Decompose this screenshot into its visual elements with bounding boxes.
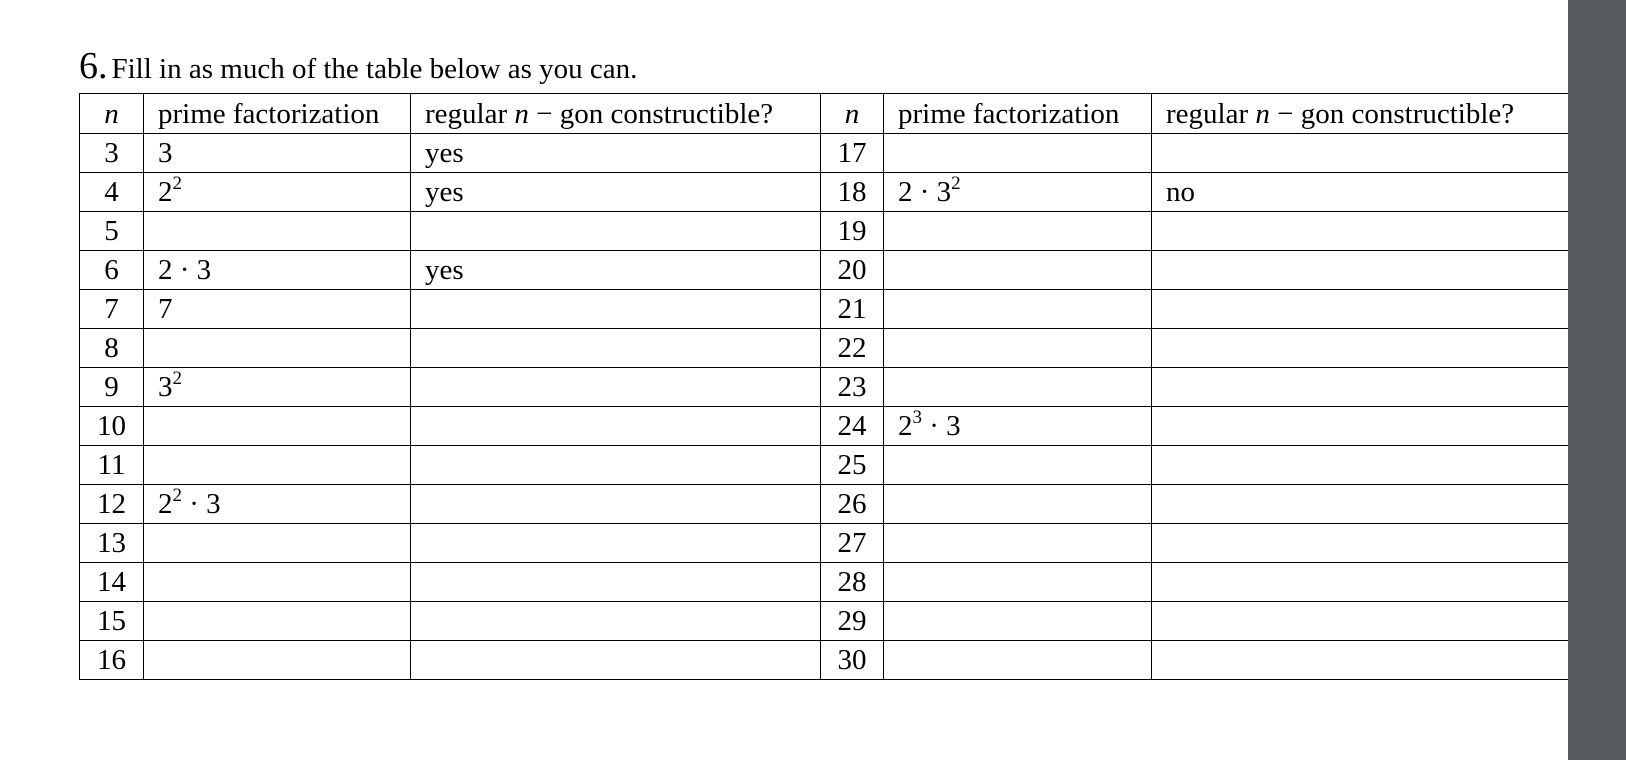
n-cell-right: 21 <box>821 290 884 329</box>
n-cell-left: 6 <box>80 251 144 290</box>
prime-factorization-cell-left <box>144 251 411 290</box>
constructible-cell-right <box>1152 251 1569 290</box>
constructible-cell-left <box>411 368 821 407</box>
pf-tail: · 3 <box>182 488 221 520</box>
table-row <box>80 602 1569 641</box>
pf-exponent: 2 <box>951 173 961 194</box>
prime-factorization-cell-left <box>144 329 411 368</box>
constructible-cell-left <box>411 329 821 368</box>
question-text: Fill in as much of the table below as you can. <box>111 53 638 85</box>
constructible-cell-left <box>411 602 821 641</box>
constructible-cell-left <box>411 641 821 680</box>
constructible-cell-right <box>1152 368 1569 407</box>
header-constructible-right: regular n − gon constructible? <box>1152 94 1569 134</box>
n-cell-right: 27 <box>821 524 884 563</box>
header-prime-factorization-left: prime factorization <box>144 94 411 134</box>
n-cell-left: 9 <box>80 368 144 407</box>
pf-exponent: 2 <box>172 368 182 389</box>
n-cell-right: 25 <box>821 446 884 485</box>
prime-factorization-cell-left <box>144 563 411 602</box>
constructible-cell-left: yes <box>411 173 821 212</box>
n-cell-right: 24 <box>821 407 884 446</box>
question-heading <box>79 44 637 88</box>
pf-exponent: 3 <box>912 407 922 428</box>
pf-base: 2 · 3 <box>158 254 212 286</box>
n-cell-right: 22 <box>821 329 884 368</box>
table-row <box>80 173 1569 212</box>
constructible-cell-right <box>1152 329 1569 368</box>
table-row <box>80 563 1569 602</box>
n-cell-left: 11 <box>80 446 144 485</box>
pf-base: 3 <box>158 137 173 169</box>
n-cell-right: 23 <box>821 368 884 407</box>
constructibility-table <box>79 93 1568 680</box>
viewer-scrollbar[interactable] <box>1568 0 1626 760</box>
prime-factorization-cell-right <box>884 524 1152 563</box>
table-row <box>80 212 1569 251</box>
prime-factorization-cell-right <box>884 290 1152 329</box>
header-n-left: n <box>80 94 144 134</box>
constructible-cell-left <box>411 212 821 251</box>
header-prime-factorization-right: prime factorization <box>884 94 1152 134</box>
n-cell-right: 28 <box>821 563 884 602</box>
pf-exponent: 2 <box>172 173 182 194</box>
n-cell-right: 18 <box>821 173 884 212</box>
pf-base: 3 <box>158 371 173 403</box>
constructible-cell-right <box>1152 134 1569 173</box>
n-cell-right: 30 <box>821 641 884 680</box>
table-row <box>80 134 1569 173</box>
n-cell-left: 16 <box>80 641 144 680</box>
pf-exponent: 2 <box>172 485 182 506</box>
table-row <box>80 407 1569 446</box>
table-row <box>80 485 1569 524</box>
prime-factorization-cell-left <box>144 134 411 173</box>
n-cell-left: 5 <box>80 212 144 251</box>
table-row <box>80 290 1569 329</box>
prime-factorization-cell-right <box>884 368 1152 407</box>
constructible-cell-left <box>411 446 821 485</box>
prime-factorization-cell-right <box>884 602 1152 641</box>
prime-factorization-cell-right <box>884 329 1152 368</box>
table-row <box>80 368 1569 407</box>
prime-factorization-cell-left <box>144 485 411 524</box>
n-cell-left: 15 <box>80 602 144 641</box>
table-row <box>80 446 1569 485</box>
constructible-cell-right <box>1152 290 1569 329</box>
prime-factorization-cell-right <box>884 446 1152 485</box>
constructible-cell-left: yes <box>411 251 821 290</box>
table-row <box>80 329 1569 368</box>
pf-base: 2 · 3 <box>898 176 952 208</box>
prime-factorization-cell-left <box>144 290 411 329</box>
prime-factorization-cell-right <box>884 212 1152 251</box>
n-cell-left: 3 <box>80 134 144 173</box>
n-cell-left: 7 <box>80 290 144 329</box>
prime-factorization-cell-right <box>884 407 1152 446</box>
constructible-cell-left <box>411 485 821 524</box>
pf-tail: · 3 <box>922 410 961 442</box>
prime-factorization-cell-right <box>884 251 1152 290</box>
constructible-cell-left <box>411 524 821 563</box>
constructible-cell-left <box>411 407 821 446</box>
header-n-right: n <box>821 94 884 134</box>
prime-factorization-cell-left <box>144 368 411 407</box>
constructible-cell-right <box>1152 641 1569 680</box>
constructible-cell-right <box>1152 602 1569 641</box>
header-constructible-left: regular n − gon constructible? <box>411 94 821 134</box>
constructible-cell-right <box>1152 407 1569 446</box>
constructible-cell-right <box>1152 485 1569 524</box>
prime-factorization-cell-left <box>144 524 411 563</box>
constructible-cell-left: yes <box>411 134 821 173</box>
n-cell-right: 17 <box>821 134 884 173</box>
constructible-cell-right: no <box>1152 173 1569 212</box>
n-cell-left: 13 <box>80 524 144 563</box>
n-cell-left: 4 <box>80 173 144 212</box>
n-cell-right: 29 <box>821 602 884 641</box>
constructible-cell-left <box>411 290 821 329</box>
table-row <box>80 524 1569 563</box>
prime-factorization-cell-left <box>144 602 411 641</box>
n-cell-left: 12 <box>80 485 144 524</box>
prime-factorization-cell-left <box>144 173 411 212</box>
prime-factorization-cell-right <box>884 641 1152 680</box>
prime-factorization-cell-right <box>884 173 1152 212</box>
prime-factorization-cell-left <box>144 212 411 251</box>
constructible-cell-left <box>411 563 821 602</box>
pf-base: 2 <box>898 410 913 442</box>
prime-factorization-cell-right <box>884 485 1152 524</box>
table-row <box>80 641 1569 680</box>
table-row <box>80 251 1569 290</box>
n-cell-right: 20 <box>821 251 884 290</box>
constructible-cell-right <box>1152 212 1569 251</box>
pf-base: 2 <box>158 488 173 520</box>
n-cell-left: 8 <box>80 329 144 368</box>
constructible-cell-right <box>1152 524 1569 563</box>
n-cell-right: 19 <box>821 212 884 251</box>
constructible-cell-right <box>1152 563 1569 602</box>
prime-factorization-cell-left <box>144 446 411 485</box>
n-cell-right: 26 <box>821 485 884 524</box>
pf-base: 2 <box>158 176 173 208</box>
header-row <box>80 94 1569 134</box>
n-cell-left: 10 <box>80 407 144 446</box>
prime-factorization-cell-right <box>884 563 1152 602</box>
pf-base: 7 <box>158 293 173 325</box>
prime-factorization-cell-right <box>884 134 1152 173</box>
constructible-cell-right <box>1152 446 1569 485</box>
n-cell-left: 14 <box>80 563 144 602</box>
prime-factorization-cell-left <box>144 407 411 446</box>
prime-factorization-cell-left <box>144 641 411 680</box>
question-number: 6. <box>79 45 108 87</box>
